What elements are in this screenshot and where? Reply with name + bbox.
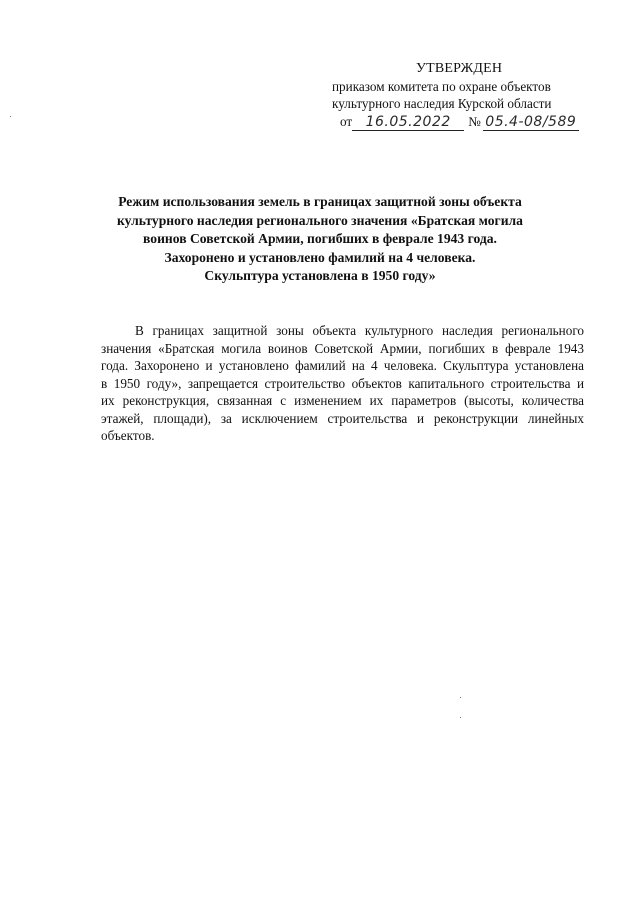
document-title — [92, 193, 548, 286]
title-line-4: Захоронено и установлено фамилий на 4 человека. — [164, 249, 476, 265]
title-line-3: воинов Советской Армии, погибших в феврале 1943 года. — [143, 231, 497, 246]
number-prefix: № — [468, 114, 481, 129]
title-line-1: Режим использования земель в границах защитной зоны объекта — [118, 194, 522, 209]
approval-heading: УТВЕРЖДЕН — [416, 61, 503, 76]
handwritten-number: 05.4-08/589 — [483, 115, 579, 131]
date-prefix: от — [340, 114, 353, 129]
scan-speck — [10, 116, 11, 117]
body-paragraph: В границах защитной зоны объекта культурного наследия регионального значения «Братская могила воинов Советской Армии, погибших в феврале 1943 года. Захоронено и установлено фамилий на 4 человека. Скульптура установлена в 1950 году», запрещается строительство объектов капитального строительства и их реконструкция, связанная с изменением их параметров (высоты, количества этажей, площади), за исключением строительства и реконструкции линейных объектов. — [101, 323, 584, 443]
scan-speck — [460, 717, 461, 718]
approval-stamp-block — [332, 60, 622, 131]
scan-speck — [460, 697, 461, 698]
handwritten-date: 16.05.2022 — [352, 115, 464, 131]
approval-line-committee: культурного наследия Курской области — [332, 96, 552, 111]
approval-line-order: приказом комитета по охране объектов — [332, 79, 551, 94]
title-line-5: Скульптура установлена в 1950 году» — [204, 268, 436, 283]
title-line-2: культурного наследия регионального значения «Братская могила — [117, 212, 523, 228]
approval-date-number-line — [332, 113, 622, 131]
